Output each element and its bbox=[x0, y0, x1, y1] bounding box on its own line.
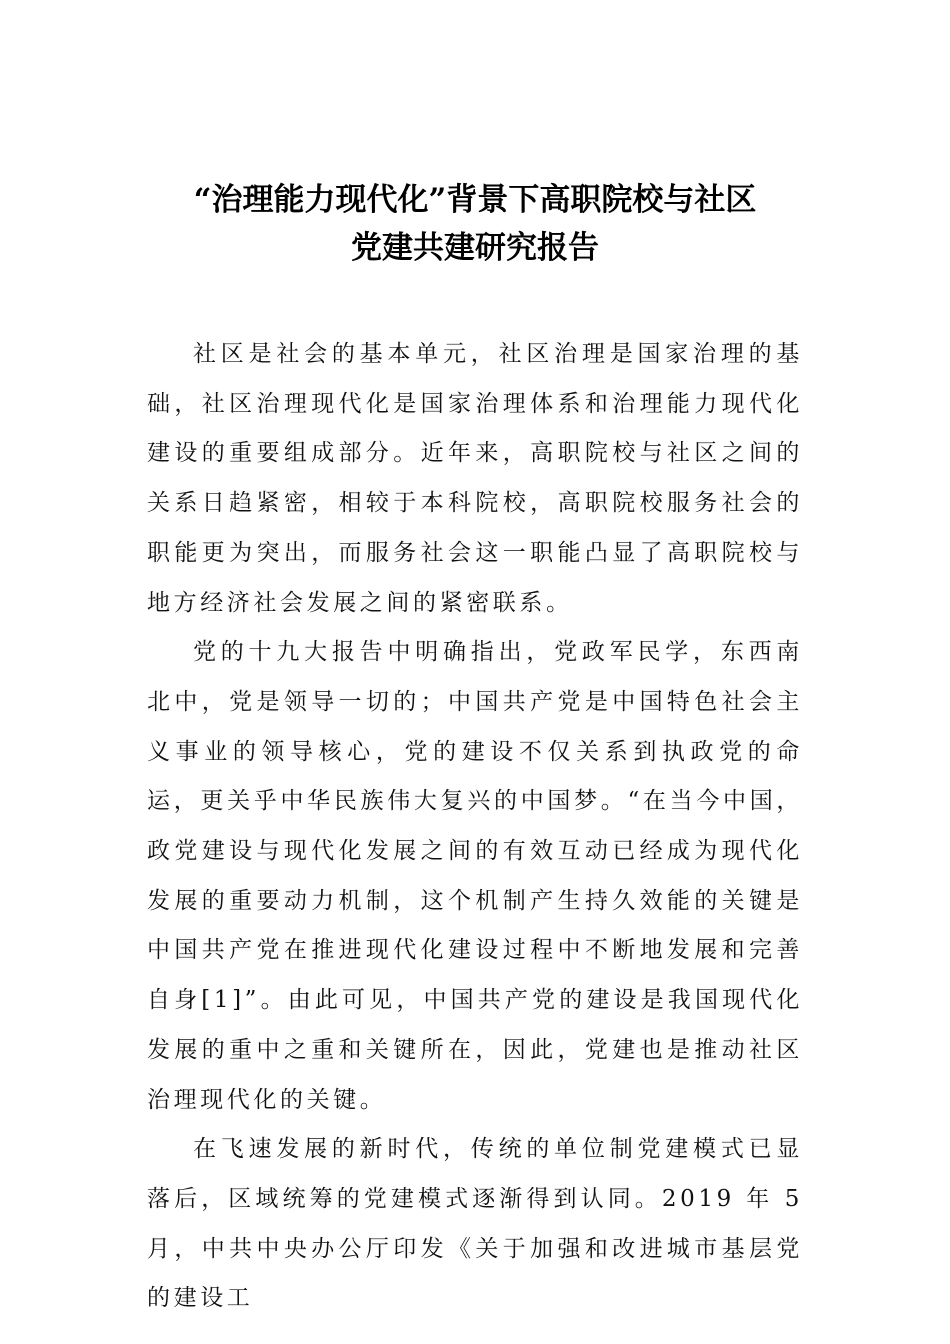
title-line-2: 党建共建研究报告 bbox=[351, 230, 599, 266]
title-line-1: “治理能力现代化”背景下高职院校与社区 bbox=[193, 182, 757, 218]
document-title bbox=[0, 176, 950, 272]
paragraph-1: 社区是社会的基本单元，社区治理是国家治理的基础，社区治理现代化是国家治理体系和治理能力现代化建设的重要组成部分。近年来，高职院校与社区之间的关系日趋紧密，相较于本科院校，高职院校服务社会的职能更为突出，而服务社会这一职能凸显了高职院校与地方经济社会发展之间的紧密联系。 bbox=[147, 341, 803, 616]
paragraph-2: 党的十九大报告中明确指出，党政军民学，东西南北中，党是领导一切的；中国共产党是中国特色社会主义事业的领导核心，党的建设不仅关系到执政党的命运，更关乎中华民族伟大复兴的中国梦。“在当今中国，政党建设与现代化发展之间的有效互动已经成为现代化发展的重要动力机制，这个机制产生持久效能的关键是中国共产党在推进现代化建设过程中不断地发展和完善自身[1]”。由此可见，中国共产党的建设是我国现代化发展的重中之重和关键所在，因此，党建也是推动社区治理现代化的关键。 bbox=[147, 639, 803, 1113]
paragraph-3: 在飞速发展的新时代，传统的单位制党建模式已显落后，区域统筹的党建模式逐渐得到认同。2019 年 5 月，中共中央办公厅印发《关于加强和改进城市基层党的建设工 bbox=[147, 1136, 803, 1312]
document-body bbox=[147, 330, 803, 1324]
